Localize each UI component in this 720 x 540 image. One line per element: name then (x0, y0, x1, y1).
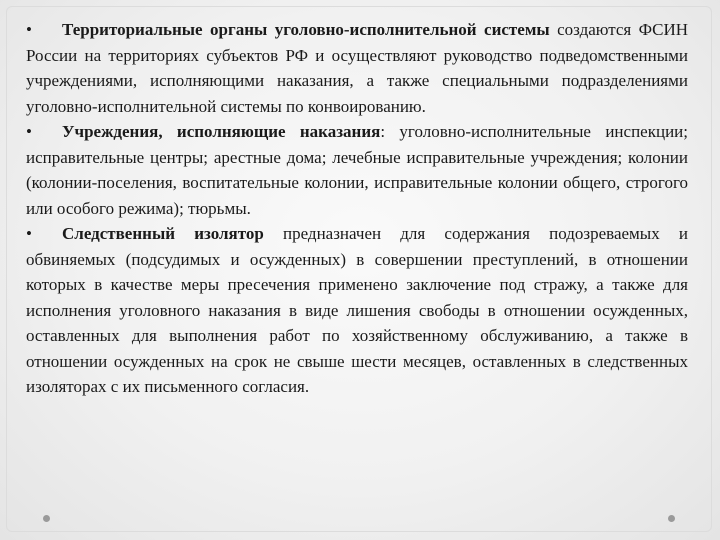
paragraph-institutions (26, 119, 688, 221)
bullet-icon: • (26, 224, 32, 243)
slide-body (26, 17, 688, 400)
decor-dot-left-icon (43, 515, 50, 522)
paragraph-detention-center (26, 221, 688, 400)
paragraph-territorial-bodies (26, 17, 688, 119)
paragraph-lead: Территориальные органы уголовно-исполнительной системы (62, 20, 550, 39)
bullet-icon: • (26, 20, 32, 39)
bullet-icon: • (26, 122, 32, 141)
paragraph-text: создаются ФСИН России на территориях субъектов РФ и осуществляют руководство подведомственными учреждениями, исполняющими наказания, а также специальными подразделениями уголовно-исполнительной системы по конвоированию. (26, 20, 688, 116)
paragraph-lead: Следственный изолятор (62, 224, 264, 243)
paragraph-text: предназначен для содержания подозреваемых и обвиняемых (подсудимых и осужденных) в совершении преступлений, в отношении которых в качестве меры пресечения применено заключение под стражу, а также для исполнения уголовного наказания в виде лишения свободы в отношении осужденных, оставленных для выполнения работ по хозяйственному обслуживанию, а также в отношении осужденных на срок не свыше шести месяцев, оставленных в следственных изоляторах с их письменного согласия. (26, 224, 689, 396)
paragraph-text: : уголовно-исполнительные инспекции; исправительные центры; арестные дома; лечебные исправительные учреждения; колонии (колонии-поселения, воспитательные колонии, исправительные колонии общего, строгого или особого режима); тюрьмы. (26, 122, 688, 218)
paragraph-lead: Учреждения, исполняющие наказания (62, 122, 381, 141)
decor-dot-right-icon (668, 515, 675, 522)
